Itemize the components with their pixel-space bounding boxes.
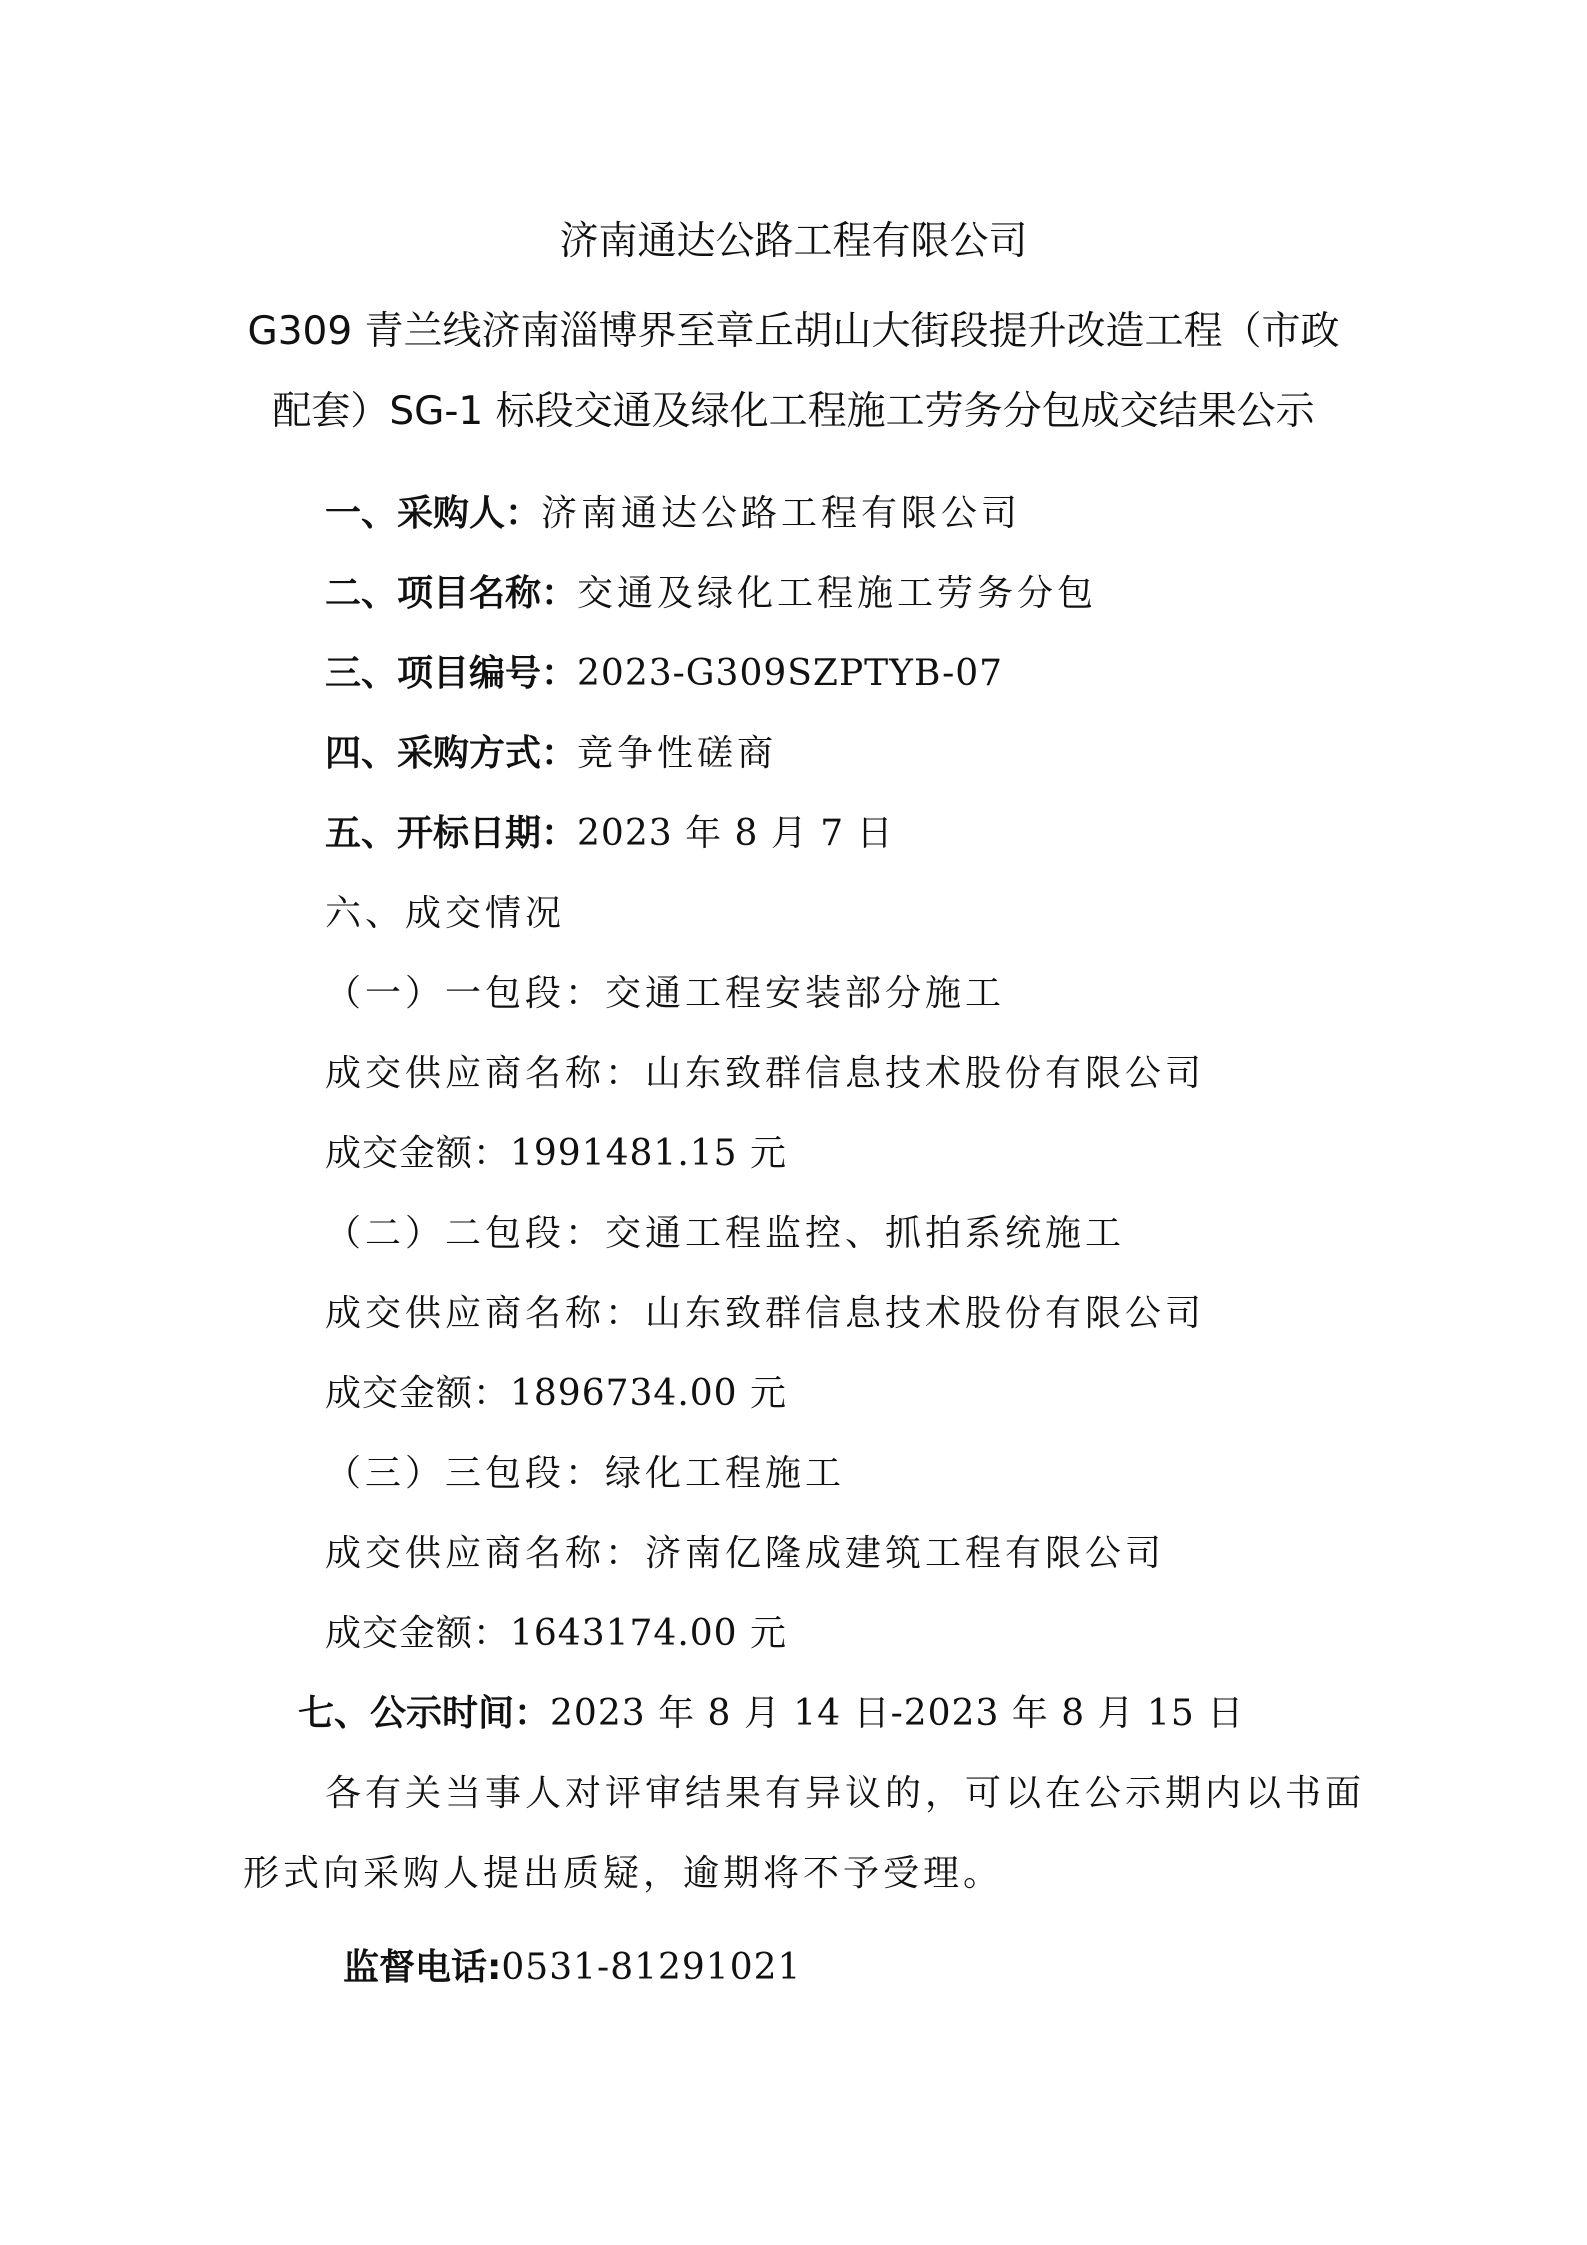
lot-1-supplier: 成交供应商名称：山东致群信息技术股份有限公司 (325, 1053, 1206, 1094)
notice-title-line-1: G309 青兰线济南淄博界至章丘胡山大街段提升改造工程（市政 (247, 309, 1340, 354)
deal-heading (325, 886, 565, 942)
project-number-value: 2023-G309SZPTYB-07 (577, 653, 1004, 694)
project-name-label: 二、项目名称： (325, 573, 578, 614)
project-name-value: 交通及绿化工程施工劳务分包 (577, 573, 1098, 614)
deal-label: 六、成交情况 (325, 893, 566, 934)
company-title: 济南通达公路工程有限公司 (559, 219, 1028, 264)
phone-row (343, 1940, 801, 1996)
method-label: 四、采购方式： (325, 733, 578, 774)
purchaser-value: 济南通达公路工程有限公司 (541, 493, 1022, 534)
lot-1-heading: （一）一包段：交通工程安装部分施工 (325, 973, 1006, 1014)
lot-2-amount: 成交金额：1896734.00 元 (325, 1373, 788, 1414)
open-date-value: 2023 年 8 月 7 日 (577, 813, 894, 854)
lot-3-supplier: 成交供应商名称：济南亿隆成建筑工程有限公司 (325, 1533, 1166, 1574)
notice-period-label: 七、公示时间： (298, 1693, 551, 1734)
purchaser-label: 一、采购人： (325, 493, 542, 534)
notice-period-row (298, 1686, 1244, 1742)
phone-value: 0531-81291021 (501, 1947, 802, 1988)
lot-1-amount: 成交金额：1991481.15 元 (325, 1133, 788, 1174)
lot-3-amount: 成交金额：1643174.00 元 (325, 1613, 788, 1654)
phone-label: 监督电话: (343, 1947, 502, 1988)
open-date-label: 五、开标日期： (325, 813, 578, 854)
lot-2-heading: （二）二包段：交通工程监控、抓拍系统施工 (325, 1213, 1126, 1254)
open-date-row (325, 806, 894, 862)
notice-title-line-2: 配套）SG-1 标段交通及绿化工程施工劳务分包成交结果公示 (272, 389, 1315, 434)
project-number-row (325, 646, 1003, 702)
project-number-label: 三、项目编号： (325, 653, 578, 694)
notice-period-value: 2023 年 8 月 14 日-2023 年 8 月 15 日 (550, 1693, 1245, 1734)
purchaser-row (325, 486, 1021, 542)
lot-3-heading: （三）三包段：绿化工程施工 (325, 1453, 846, 1494)
project-name-row (325, 566, 1097, 622)
lot-2-supplier: 成交供应商名称：山东致群信息技术股份有限公司 (325, 1293, 1206, 1334)
method-value: 竞争性磋商 (577, 733, 778, 774)
objection-line-1: 各有关当事人对评审结果有异议的，可以在公示期内以书面 (325, 1773, 1366, 1814)
objection-line-2: 形式向采购人提出质疑，逾期将不予受理。 (243, 1853, 1004, 1894)
method-row (325, 726, 777, 782)
